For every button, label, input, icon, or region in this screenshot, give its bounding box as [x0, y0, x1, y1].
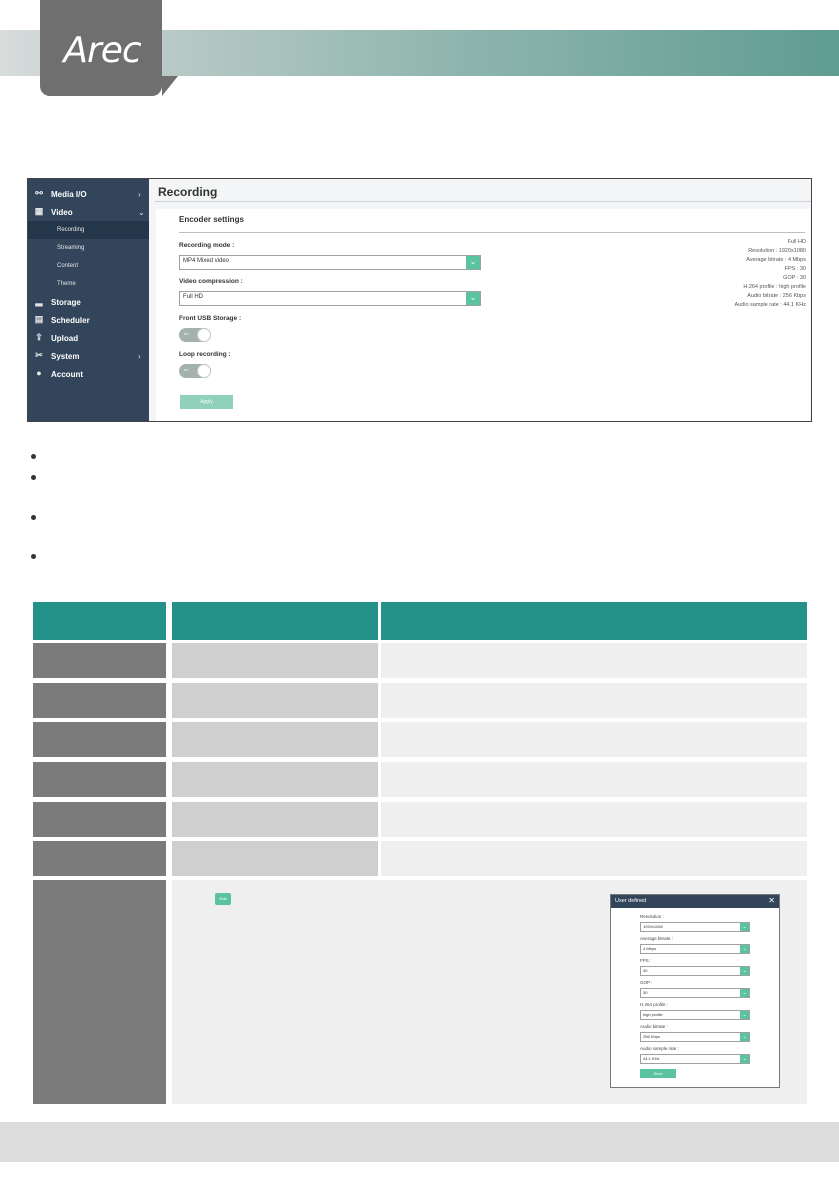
toggle-knob [197, 328, 211, 342]
sidebar [28, 179, 149, 421]
table-row-label-cell [33, 841, 166, 876]
info-row: Resolution : 1920x1080 [748, 248, 806, 254]
storage-icon: ▂ [35, 296, 43, 306]
save-button[interactable]: Save [640, 1069, 676, 1078]
table-row-option-cell [172, 683, 378, 718]
toggle-state-text: on [184, 331, 189, 336]
resolution-select[interactable] [640, 922, 750, 932]
system-icon: ✂ [35, 350, 43, 360]
chevron-down-icon[interactable]: ⌄ [466, 292, 480, 305]
resolution-label: Resolution : [640, 914, 664, 919]
audio-bitrate-select[interactable] [640, 1032, 750, 1042]
h264-profile-label: H.264 profile : [640, 1002, 669, 1007]
table-row-description-cell [381, 802, 807, 837]
sidebar-item-video[interactable] [28, 203, 149, 221]
front-usb-storage-toggle[interactable] [179, 328, 211, 342]
recording-mode-value: MP4 Mixed video [183, 258, 230, 264]
chevron-down-icon[interactable]: ⌄ [740, 989, 749, 997]
sidebar-item-label: Video [51, 207, 73, 217]
video-compression-value: Full HD [183, 294, 204, 300]
table-row-description-cell [381, 841, 807, 876]
chevron-right-icon: › [138, 351, 141, 361]
info-preset: Full HD [787, 239, 806, 245]
sidebar-subitem-recording[interactable] [28, 221, 149, 239]
recording-mode-label: Recording mode : [179, 242, 235, 249]
chevron-down-icon[interactable]: ⌄ [740, 967, 749, 975]
table-row-label-cell [33, 762, 166, 797]
table-header [33, 602, 807, 640]
sidebar-item-label: Storage [51, 297, 81, 307]
sidebar-item-storage[interactable] [28, 293, 149, 311]
fps-label: FPS : [640, 958, 652, 963]
media-io-icon: ⚯ [35, 188, 43, 198]
resolution-value: 1920x1080 [643, 924, 663, 929]
title-divider [155, 201, 811, 202]
sidebar-item-label: Scheduler [51, 315, 90, 325]
chevron-down-icon[interactable]: ⌄ [740, 1033, 749, 1041]
bullet-marker [31, 475, 36, 480]
video-compression-select[interactable] [179, 291, 481, 306]
table-row-label-cell [33, 722, 166, 757]
bullet-marker [31, 454, 36, 459]
sidebar-item-account[interactable] [28, 365, 149, 383]
sidebar-item-label: System [51, 351, 80, 361]
table-row-description-cell [381, 722, 807, 757]
sidebar-subitem-label: Content [57, 263, 79, 269]
table-row-option-cell [172, 841, 378, 876]
sidebar-item-label: Account [51, 369, 83, 379]
sidebar-item-system[interactable] [28, 347, 149, 365]
front-usb-storage-label: Front USB Storage : [179, 315, 242, 322]
video-icon: ▦ [34, 206, 44, 216]
loop-recording-toggle[interactable] [179, 364, 211, 378]
scheduler-icon: ▤ [34, 314, 44, 324]
edit-button[interactable]: Edit [215, 893, 231, 905]
audio-bitrate-value: 256 Kbps [643, 1034, 660, 1039]
info-row: Audio sample rate : 44.1 KHz [734, 302, 806, 308]
close-icon[interactable]: ✕ [768, 896, 775, 905]
info-row: GOP : 30 [783, 275, 806, 281]
page-title: Recording [158, 185, 218, 199]
logo-tab-fold [162, 76, 178, 96]
apply-button[interactable]: Apply [180, 395, 233, 409]
info-row: Average bitrate : 4 Mbps [746, 257, 806, 263]
audio-sample-rate-label: Audio sample rate : [640, 1046, 679, 1051]
user-defined-dialog [610, 894, 780, 1088]
table-header-cell [172, 602, 378, 640]
chevron-down-icon[interactable]: ⌄ [740, 1055, 749, 1063]
table-row-option-cell [172, 802, 378, 837]
chevron-down-icon[interactable]: ⌄ [466, 256, 480, 269]
toggle-state-text: on [184, 367, 189, 372]
table-row-label-cell [33, 880, 166, 1104]
chevron-down-icon: ⌄ [138, 207, 145, 217]
table-row-description-cell [381, 762, 807, 797]
sidebar-subitem-label: Streaming [57, 245, 85, 251]
sidebar-item-label: Media I/O [51, 189, 87, 199]
table-header-cell [381, 602, 807, 640]
chevron-down-icon[interactable]: ⌄ [740, 1011, 749, 1019]
info-row: FPS : 30 [784, 266, 806, 272]
h264-profile-value: high profile [643, 1012, 663, 1017]
average-bitrate-label: Average bitrate : [640, 936, 673, 941]
h264-profile-select[interactable] [640, 1010, 750, 1020]
fps-select[interactable] [640, 966, 750, 976]
sidebar-item-scheduler[interactable] [28, 311, 149, 329]
average-bitrate-value: 4 Mbps [643, 946, 657, 951]
sidebar-item-upload[interactable] [28, 329, 149, 347]
recording-settings-screenshot [27, 178, 812, 422]
info-row: H.264 profile : high profile [743, 284, 806, 290]
upload-icon: ⇪ [35, 332, 43, 342]
account-icon: ● [36, 368, 42, 378]
table-row-label-cell [33, 643, 166, 678]
gop-label: GOP : [640, 980, 653, 985]
sidebar-item-media-io[interactable] [28, 185, 149, 203]
encoder-divider [179, 232, 805, 233]
table-row-label-cell [33, 683, 166, 718]
dialog-title: User defined [615, 898, 647, 904]
table-row-label-cell [33, 802, 166, 837]
audio-sample-rate-value: 44.1 KHz [643, 1056, 660, 1061]
sidebar-subitem-theme[interactable] [28, 275, 149, 293]
sidebar-item-label: Upload [51, 333, 79, 343]
brand-logo: Arec [63, 30, 141, 71]
table-row-description-cell [381, 683, 807, 718]
loop-recording-label: Loop recording : [179, 351, 231, 358]
chevron-right-icon: › [138, 189, 141, 199]
info-row: Audio bitrate : 256 Kbps [747, 293, 806, 299]
bullet-marker [31, 554, 36, 559]
chevron-down-icon[interactable]: ⌄ [740, 945, 749, 953]
fps-value: 30 [643, 968, 648, 973]
audio-sample-rate-select[interactable] [640, 1054, 750, 1064]
average-bitrate-select[interactable] [640, 944, 750, 954]
toggle-knob [197, 364, 211, 378]
sidebar-subitem-label: Recording [57, 227, 85, 233]
footer-band [0, 1122, 839, 1162]
gop-select[interactable] [640, 988, 750, 998]
gop-value: 30 [643, 990, 648, 995]
table-header-cell [33, 602, 166, 640]
video-compression-label: Video compression : [179, 278, 243, 285]
sidebar-subitem-content[interactable] [28, 257, 149, 275]
sidebar-subitem-label: Theme [57, 281, 76, 287]
audio-bitrate-label: Audio bitrate : [640, 1024, 668, 1029]
encoder-panel [156, 209, 810, 421]
bullet-marker [31, 515, 36, 520]
encoder-settings-title: Encoder settings [179, 215, 244, 224]
chevron-down-icon[interactable]: ⌄ [740, 923, 749, 931]
table-row-option-cell [172, 722, 378, 757]
recording-mode-select[interactable] [179, 255, 481, 270]
table-row-description-cell [381, 643, 807, 678]
table-row-option-cell [172, 762, 378, 797]
sidebar-subitem-streaming[interactable] [28, 239, 149, 257]
table-row-option-cell [172, 643, 378, 678]
